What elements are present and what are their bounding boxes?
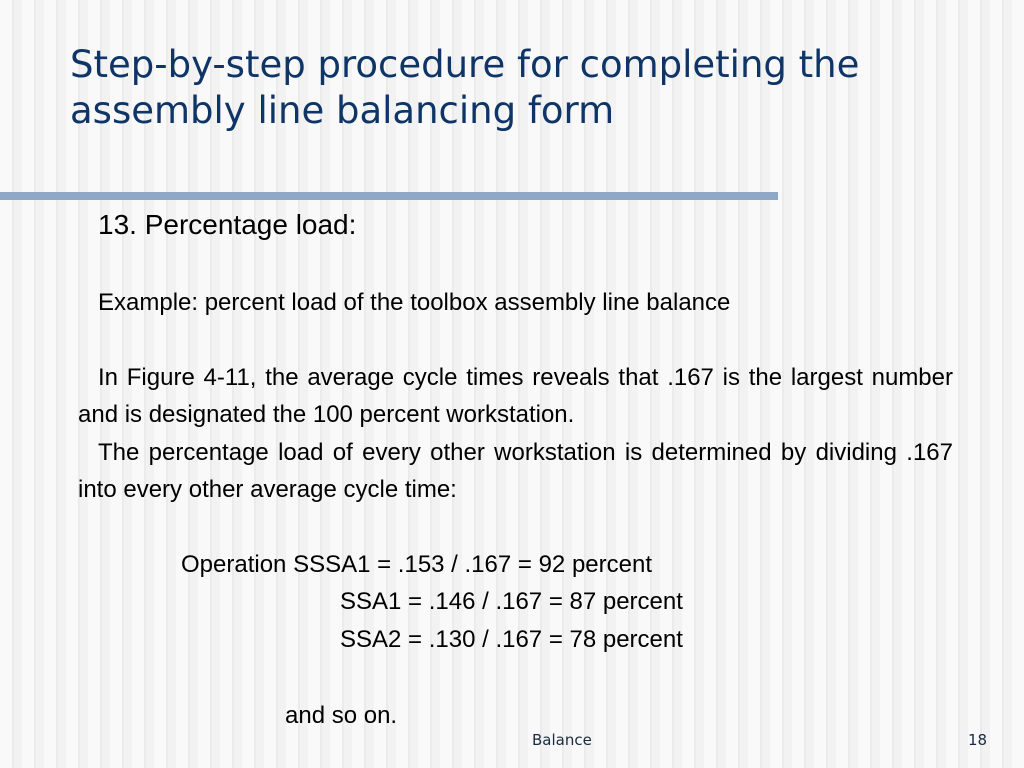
section-heading: 13. Percentage load: xyxy=(98,209,357,240)
spacer xyxy=(78,322,953,359)
closing-text: and so on. xyxy=(285,702,398,729)
slide-body xyxy=(78,203,953,658)
spacer xyxy=(78,247,953,284)
paragraph-figure: In Figure 4-11, the average cycle times reveals that .167 is the largest number and is designated the 100 percent workstation. xyxy=(78,363,953,428)
calculation-ssa2: SSA2 = .130 / .167 = 78 percent xyxy=(340,625,683,653)
paragraph-percentage-load: The percentage load of every other workstation is determined by dividing .167 into every other average cycle time: xyxy=(78,438,953,503)
example-line: Example: percent load of the toolbox assembly line balance xyxy=(98,289,731,316)
page-number: 18 xyxy=(968,731,988,749)
spacer xyxy=(78,509,953,546)
calculation-sssa1: Operation SSSA1 = .153 / .167 = 92 percent xyxy=(181,550,652,578)
calculation-ssa1: SSA1 = .146 / .167 = 87 percent xyxy=(340,588,683,615)
title-underline xyxy=(0,192,778,200)
footer-title: Balance xyxy=(532,731,592,749)
slide-title: Step-by-step procedure for completing the assembly line balancing form xyxy=(70,43,860,132)
